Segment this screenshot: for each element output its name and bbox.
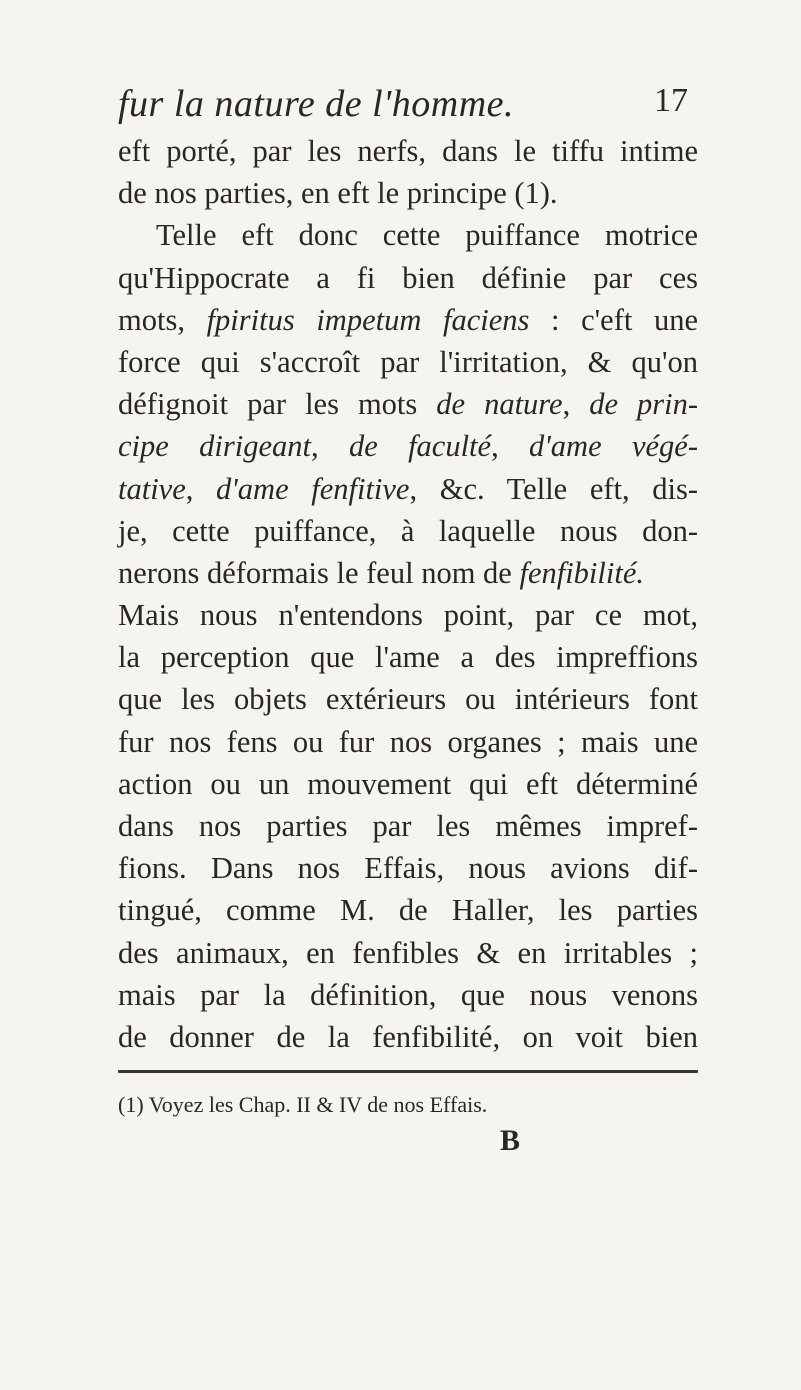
text-line (118, 763, 698, 805)
text-line (118, 974, 698, 1016)
text-line (118, 636, 698, 678)
italic-segment: cipe dirigeant (118, 429, 311, 464)
italic-segment: tative (118, 471, 186, 506)
text-segment: de donner de la fenfibilité, on voit bien (118, 1019, 698, 1054)
text-line (118, 932, 698, 974)
text-segment: que les objets extérieurs ou intérieurs font (118, 682, 698, 717)
text-segment: dans nos parties par les mêmes impref- (118, 809, 698, 843)
text-line (118, 805, 698, 847)
text-line (118, 130, 698, 172)
text-segment: qu'Hippocrate a fi bien définie par ces (118, 260, 698, 295)
text-segment: fur nos fens ou fur nos organes ; mais une (118, 724, 698, 759)
text-segment: , (491, 429, 530, 464)
text-line (118, 847, 698, 889)
text-line (118, 172, 698, 214)
text-segment: défignoit par les mots (118, 387, 437, 422)
text-line (118, 510, 698, 552)
text-segment: action ou un mouvement qui eft déterminé (118, 766, 698, 801)
text-line (118, 468, 698, 510)
text-segment: de nos parties, en eft le principe (1). (118, 176, 558, 211)
text-segment: mais par la définition, que nous venons (118, 977, 698, 1012)
text-segment: , &c. Telle eft, dis- (409, 471, 699, 506)
italic-segment: fenfibilité. (519, 555, 644, 590)
text-line (118, 299, 698, 341)
italic-segment: fpiritus impetum faciens (206, 302, 530, 337)
text-line (118, 214, 698, 256)
text-segment: Telle eft donc cette puiffance motrice (156, 218, 698, 253)
italic-segment: d'ame fenfitive (216, 471, 410, 506)
text-line (118, 552, 698, 594)
text-line (118, 678, 698, 720)
text-line (118, 594, 698, 636)
signature-mark: B (500, 1124, 521, 1157)
text-line (118, 889, 698, 931)
text-segment: eft porté, par les nerfs, dans le tiffu intime (118, 134, 698, 168)
text-segment: je, cette puiffance, à laquelle nous don- (118, 513, 698, 548)
text-line (118, 341, 698, 383)
text-segment: mots, (118, 302, 207, 337)
text-line (118, 383, 698, 425)
italic-segment: de nature (436, 387, 563, 422)
footnote-rule (118, 1070, 698, 1073)
text-line (118, 257, 698, 299)
text-segment: nerons déformais le feul nom de (118, 555, 520, 590)
text-segment: : c'eft une (529, 302, 698, 337)
text-segment: force qui s'accroît par l'irritation, & qu'on (118, 344, 698, 379)
text-segment: , (185, 471, 217, 506)
text-segment: Mais nous n'entendons point, par ce mot, (118, 598, 698, 633)
text-line (118, 425, 698, 467)
page-number: 17 (654, 82, 688, 119)
body-text (118, 130, 698, 1058)
italic-segment: de faculté (348, 429, 492, 464)
italic-segment: de prin- (589, 387, 699, 422)
footnote: (1) Voyez les Chap. II & IV de nos Effais. (118, 1092, 488, 1117)
text-segment: , (310, 429, 349, 464)
running-title: fur la nature de l'homme. (118, 83, 515, 125)
text-line (118, 721, 698, 763)
text-segment: , (562, 387, 590, 422)
italic-segment: d'ame végé- (529, 429, 698, 464)
running-head (118, 78, 688, 128)
text-segment: des animaux, en fenfibles & en irritables ; (118, 935, 698, 970)
text-line (118, 1016, 698, 1058)
text-segment: tingué, comme M. de Haller, les parties (118, 893, 698, 928)
text-segment: fions. Dans nos Effais, nous avions dif- (118, 851, 698, 886)
text-segment: la perception que l'ame a des impreffions (118, 640, 698, 675)
